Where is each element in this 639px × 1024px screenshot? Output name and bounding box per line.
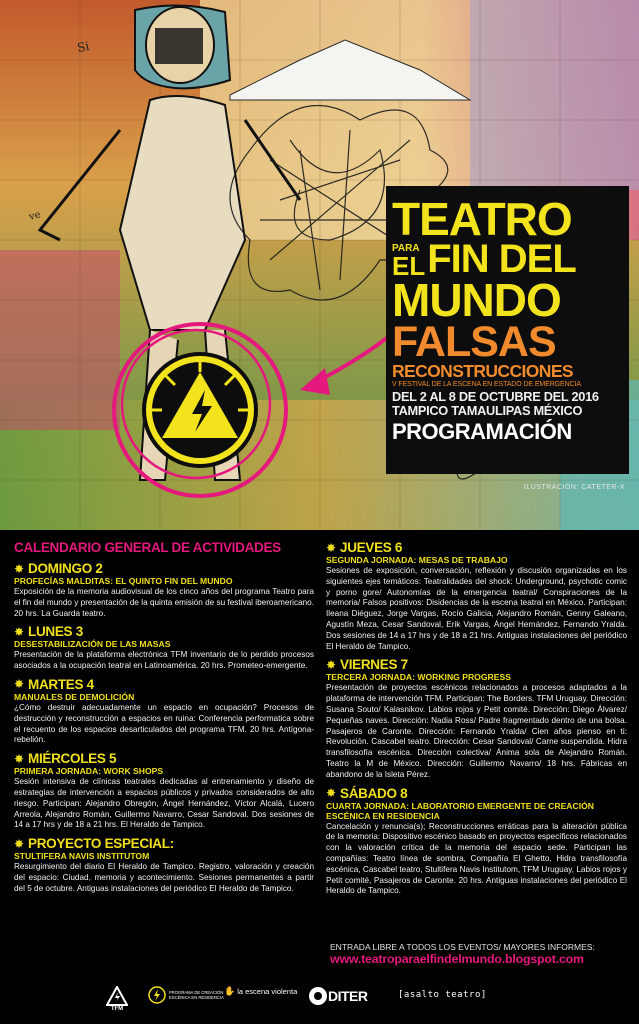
event-description: ¿Cómo destruir adecuadamente un espacio en ocupación? Procesos de destrucción y reconstrucción a espacios en ruina: Conferencia performatica sobre el recuento de los espacios desarticulados del programa TFM. 20 hrs. Antígona-rebelión. (14, 702, 314, 745)
festival-place: TAMPICO TAMAULIPAS MÉXICO (392, 403, 583, 418)
title-block (392, 193, 628, 446)
day-heading (14, 624, 314, 639)
calendar-left-column (14, 540, 314, 895)
diter-logo (308, 986, 368, 1006)
tfm-logo (106, 986, 128, 1012)
day-heading (326, 657, 627, 672)
day-heading (14, 751, 314, 766)
illustration-credit: ILUSTRACIÓN: CATETER-X (523, 484, 625, 491)
programa-logo (148, 986, 225, 1004)
event-title: PROFECÍAS MALDITAS: EL QUINTO FIN DEL MUNDO (14, 576, 233, 586)
calendar-right-column (326, 540, 627, 897)
star-icon: ✸ (326, 657, 337, 672)
escena-violenta-logo (224, 986, 297, 997)
event-description: Presentación de proyectos escénicos relacionados a procesos adaptados a la plataforma de intervención TFM. Participan: The Borders. TFM Uruguay. Dirección: Susana Souto/ Kalasnikov. Labios rojos y Petit comité. Dirección: Diego Álvarez/ Pequeñas naves. Dirección: Nadia Ross/ Padre fragmentado dentro de una bolsa. Pasajeros de Caronte. Dirección: Fernando Yralda/ Cien años pienso en ti: Revolución. Cascabel teatro. Dirección: Cesar Sandoval/ Carne suspendida. Hidra transfilosofía escénica. Dirección colectiva/ Ánima sola de Alejandro Román. Teatro la M de México. Dirección: Guillermo Navarro/ 18 hrs. Fábricas en abandono de la Isleta Pérez. (326, 683, 627, 779)
title-para: PARA (392, 243, 420, 254)
event-title: CUARTA JORNADA: LABORATORIO EMERGENTE DE CREACIÓN ESCÉNICA EN RESIDENCIA (326, 800, 594, 821)
day-heading (326, 540, 627, 555)
day-name: LUNES 3 (28, 624, 83, 640)
star-icon: ✸ (14, 836, 25, 851)
day-name: MIÉRCOLES 5 (28, 751, 117, 767)
title-teatro: TEATRO (392, 193, 572, 245)
event-description: Presentación de la plataforma electrónica TFM inventario de lo perdido procesos asociados a la ocupación teatral en Latinoamérica. 20 hrs. Prometeo-emergente. (14, 650, 314, 671)
title-mundo: MUNDO (392, 274, 561, 326)
programa-logo-label: PROGRAMA DE CREACIÓN ESCÉNICA EN RESIDENCIA (169, 990, 224, 1000)
calendar-header: CALENDARIO GENERAL DE ACTIVIDADES (14, 540, 281, 555)
svg-text:Si: Si (76, 39, 91, 55)
bolt-circle-icon (148, 986, 166, 1004)
hand-icon: ✋ (224, 986, 236, 996)
reconstrucciones-title: RECONSTRUCCIONES (392, 361, 573, 381)
diter-label: DITER (328, 988, 368, 1004)
asalto-teatro-logo (398, 990, 487, 1000)
website-link[interactable]: www.teatroparaelfindelmundo.blogspot.com (330, 952, 584, 966)
tfm-triangle-icon (106, 986, 128, 1006)
footer-info (330, 942, 630, 966)
escena-violenta-label: la escena violenta (237, 987, 298, 996)
free-entry-note: ENTRADA LIBRE A TODOS LOS EVENTOS/ MAYORES INFORMES: (330, 942, 595, 952)
event-title: STULTIFERA NAVIS INSTITUTOM (14, 851, 150, 862)
star-icon: ✸ (326, 540, 337, 555)
svg-text:ve: ve (27, 209, 42, 223)
star-icon: ✸ (14, 751, 25, 766)
day-heading (14, 561, 314, 576)
event-title: MANUALES DE DEMOLICIÓN (14, 691, 135, 702)
event-description: Exposición de la memoria audiovisual de los cinco años del programa Teatro para el fin del mundo y presentación de la quinta emisión de su festival iberoamericano. 20 hrs. La Guarda teatro. (14, 587, 314, 618)
day-name: PROYECTO ESPECIAL: (28, 836, 174, 852)
day-name: JUEVES 6 (340, 540, 403, 555)
star-icon: ✸ (326, 786, 337, 801)
event-description: Resurgimiento del diario El Heraldo de Tampico. Registro, valoración y creación del espacio: Ciudad, memoria y acontecimiento. Sesiones permanentes a partir del 5 de octubre. Antiguas instalaciones del periódico El Heraldo de Tampico. (14, 862, 314, 893)
day-name: SÁBADO 8 (340, 785, 408, 801)
falsas-title: FALSAS (392, 318, 556, 366)
event-description: Cancelación y renuncia(s); Reconstrucciones erráticas para la alteración pública de la memoria: Dispositivo escénico basado en proyectos específicos relacionados con la valoración crítica de la memoria del espacio sede. Participan las compañías: Teatro línea de sombra, Compañía El Ghetto, Hidra transfilosofía escénica, Cascabel teatro, Stultifera Navis Institutom, TFM Uruguay, Labios rojos y Petit comité, Pasajeros de Caronte. 20 hrs. Antiguas instalaciones del periódico El Heraldo de Tampico. (326, 821, 627, 896)
asalto-teatro-label: [asalto teatro] (398, 990, 487, 1000)
festival-subtitle: V FESTIVAL DE LA ESCENA EN ESTADO DE EMERGENCIA (392, 381, 581, 388)
event-title: TERCERA JORNADA: WORKING PROGRESS (326, 672, 511, 683)
star-icon: ✸ (14, 677, 25, 692)
programacion-title: PROGRAMACIÓN (392, 419, 572, 444)
festival-dates: DEL 2 AL 8 DE OCTUBRE DEL 2016 (392, 389, 599, 404)
star-icon: ✸ (14, 561, 25, 576)
day-heading (14, 677, 314, 692)
event-title: DESESTABILIZACIÓN DE LAS MASAS (14, 639, 171, 650)
day-name: MARTES 4 (28, 676, 94, 692)
event-title: SEGUNDA JORNADA: MESAS DE TRABAJO (326, 555, 508, 565)
event-description: Sesión intensiva de clínicas teatrales dedicadas al entrenamiento y diseño de estrategias de intervención a espacios públicos y privados considerados de alto riesgo. Participan: Alejandro Obregón, Ángel Hernández, Víctor Alcalá, Lucero Arreola, Alejandro Román, Guillermo Navarro, Cesar Sandoval. Dos sesiones de 14 a 17 hrs y de 18 a 21 hrs. El Heraldo de Tampico. (14, 777, 314, 830)
day-heading (14, 836, 314, 851)
sponsor-logos (0, 980, 639, 1024)
day-name: VIERNES 7 (340, 657, 408, 673)
tfm-logo-label: TFM (110, 1006, 124, 1012)
diter-circle-icon (308, 986, 328, 1006)
title-el: EL (392, 251, 426, 281)
event-title: PRIMERA JORNADA: WORK SHOPS (14, 766, 164, 777)
title-fin-del: FIN DEL (427, 237, 576, 281)
day-heading (326, 786, 627, 801)
day-name: DOMINGO 2 (28, 561, 103, 576)
event-description: Sesiones de exposición, conversación, reflexión y discusión organizadas en los siguientes ejes temáticos: Teatralidades del shock: Underground, psychotic comic y porno gore/ Autonomías de la emergencia teatral/ Conspiraciones de la memoria/ Falsos positivos: Disidencias de la escena teatral en México. Participan: Ileana Diéguez, Jorge Vargas, Rocío Galicia, Alejandro Román, Genny Galeano, Agustín Meza, Cesar Sandoval, Erik Vargas, Ángel Hernández, Fernando Yralda. Dos sesiones de 14 a 17 hrs y de 18 a 21 hrs. Antiguas instalaciones del periódico El Heraldo de Tampico. (326, 566, 627, 651)
star-icon: ✸ (14, 624, 25, 639)
